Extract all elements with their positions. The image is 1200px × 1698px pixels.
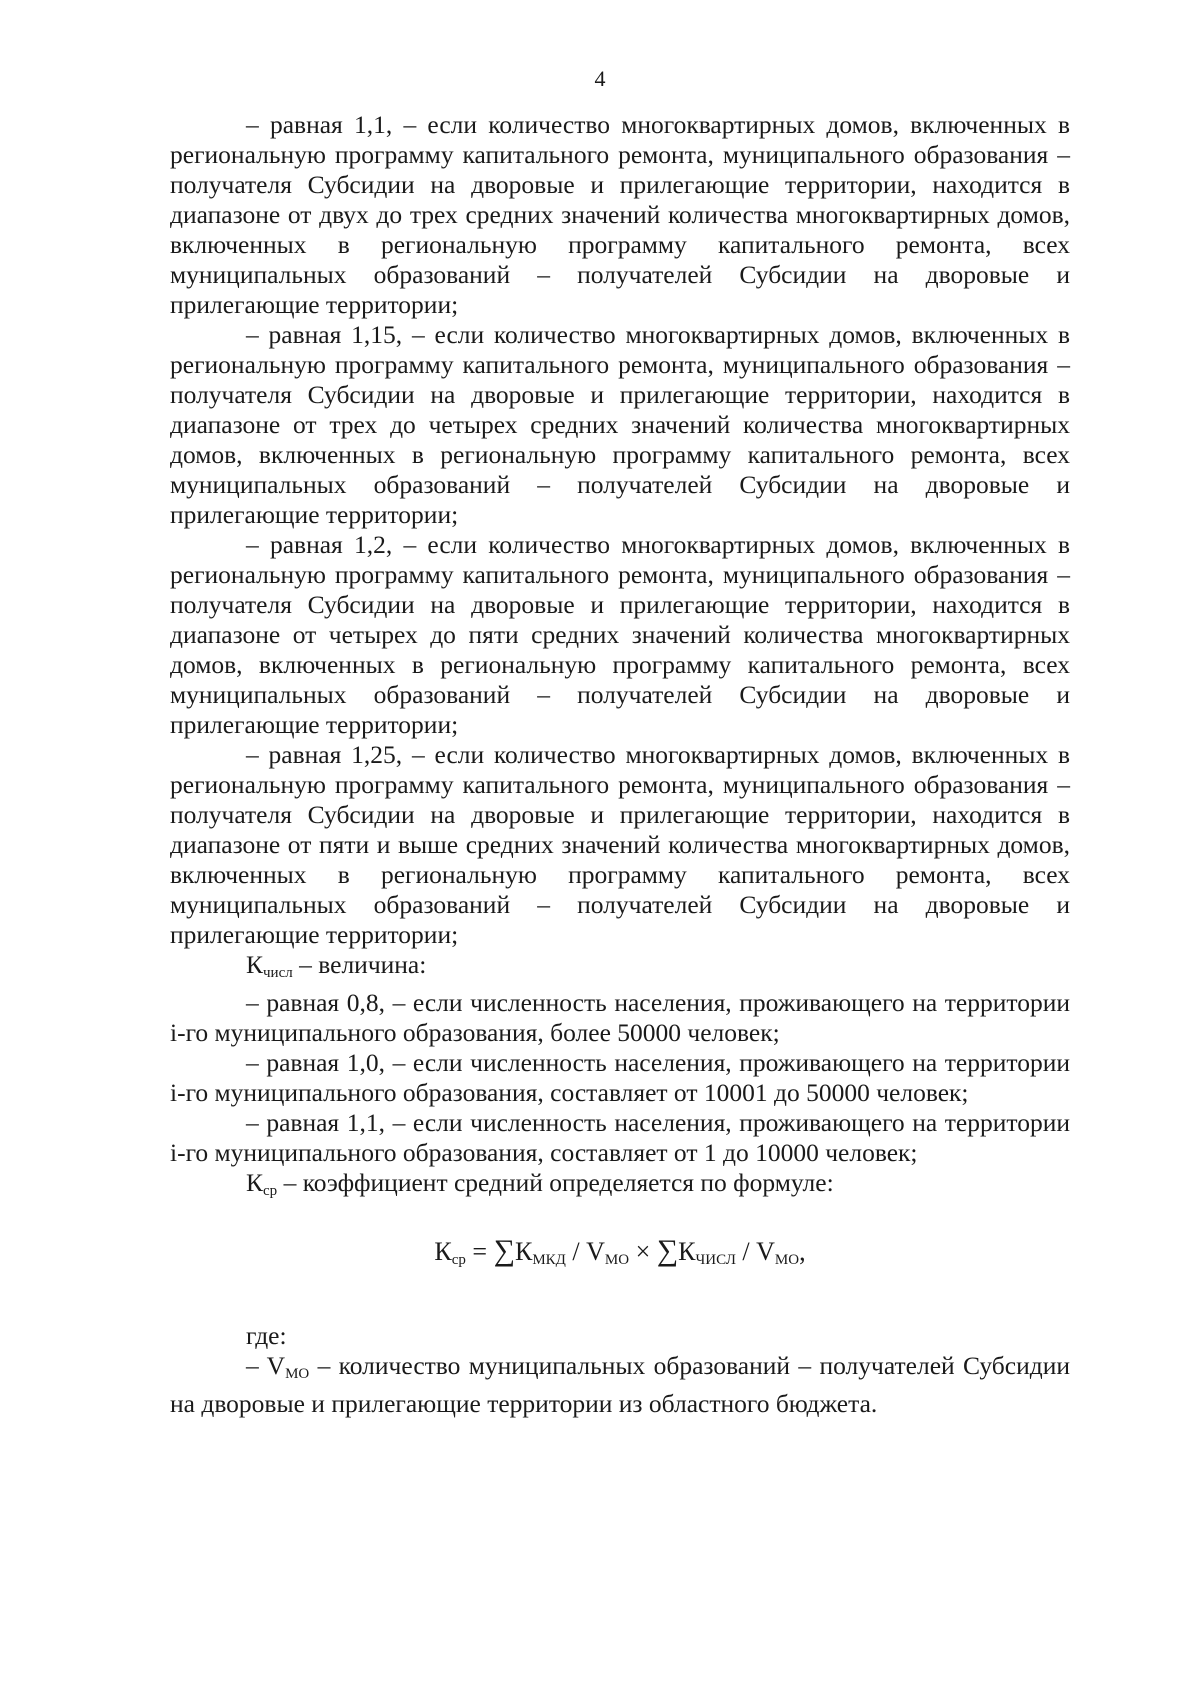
population-item-0-8: – равная 0,8, – если численность населения, проживающего на территории i-го муниципального образования, более 50000 человек; bbox=[170, 988, 1070, 1047]
paragraph-coefficient-1-15: – равная 1,15, – если количество многоквартирных домов, включенных в региональную программу капитального ремонта, муниципального образования – получателя Субсидии на дворовые и прилегающие территории, находится в диапазоне от трех до четырех средних значений количества многоквартирных домов, включенных в региональную программу капитального ремонта, всех муниципальных образований – получателей Субсидии на дворовые и прилегающие территории; bbox=[170, 320, 1070, 529]
formula-k-chisl: К bbox=[678, 1237, 696, 1266]
formula-k-mkd-sub: МКД bbox=[532, 1252, 566, 1268]
sum-symbol-1: ∑ bbox=[493, 1234, 515, 1267]
formula-k-chisl-sub: ЧИСЛ bbox=[695, 1252, 736, 1268]
k-sr-text: – коэффициент средний определяется по формуле: bbox=[277, 1168, 834, 1197]
vmo-subscript: МО bbox=[285, 1366, 310, 1382]
k-chisl-symbol: К bbox=[246, 950, 264, 979]
vmo-text: – количество муниципальных образований – получателей Субсидии на дворовые и прилегающие территории из областного бюджета. bbox=[170, 1351, 1070, 1418]
paragraph-coefficient-1-1: – равная 1,1, – если количество многоквартирных домов, включенных в региональную программу капитального ремонта, муниципального образования – получателя Субсидии на дворовые и прилегающие территории, находится в диапазоне от двух до трех средних значений количества многоквартирных домов, включенных в региональную программу капитального ремонта, всех муниципальных образований – получателей Субсидии на дворовые и прилегающие территории; bbox=[170, 110, 1070, 319]
formula-slash-1: / bbox=[565, 1237, 587, 1266]
paragraph-coefficient-1-25: – равная 1,25, – если количество многоквартирных домов, включенных в региональную программу капитального ремонта, муниципального образования – получателя Субсидии на дворовые и прилегающие территории, находится в диапазоне от пяти и выше средних значений количества многоквартирных домов, включенных в региональную программу капитального ремонта, всех муниципальных образований – получателей Субсидии на дворовые и прилегающие территории; bbox=[170, 740, 1070, 949]
document-body bbox=[170, 110, 1070, 1419]
vmo-dash: – bbox=[246, 1351, 267, 1380]
vmo-definition bbox=[170, 1351, 1070, 1419]
formula-v-1: V bbox=[586, 1237, 605, 1266]
formula-k: К bbox=[434, 1237, 452, 1266]
k-chisl-subscript: числ bbox=[263, 965, 293, 981]
paragraph-coefficient-1-2: – равная 1,2, – если количество многоквартирных домов, включенных в региональную программу капитального ремонта, муниципального образования – получателя Субсидии на дворовые и прилегающие территории, находится в диапазоне от четырех до пяти средних значений количества многоквартирных домов, включенных в региональную программу капитального ремонта, всех муниципальных образований – получателей Субсидии на дворовые и прилегающие территории; bbox=[170, 530, 1070, 739]
population-item-1-1: – равная 1,1, – если численность населения, проживающего на территории i-го муниципального образования, составляет от 1 до 10000 человек; bbox=[170, 1108, 1070, 1167]
formula-times: × bbox=[629, 1237, 657, 1266]
formula-equals: = bbox=[465, 1237, 494, 1266]
formula-tail: , bbox=[799, 1237, 806, 1266]
formula-v-2: V bbox=[756, 1237, 775, 1266]
formula-v-sub-1: МО bbox=[604, 1252, 630, 1268]
formula-v-sub-2: МО bbox=[774, 1252, 800, 1268]
page-number: 4 bbox=[594, 66, 606, 91]
k-chisl-text: – величина: bbox=[292, 950, 427, 979]
k-chisl-definition bbox=[170, 950, 1070, 988]
vmo-symbol: V bbox=[266, 1351, 286, 1380]
formula-k-sub: ср bbox=[451, 1252, 466, 1268]
sum-symbol-2: ∑ bbox=[656, 1234, 679, 1267]
population-item-1-0: – равная 1,0, – если численность населения, проживающего на территории i-го муниципального образования, составляет от 10001 до 50000 человек; bbox=[170, 1048, 1070, 1107]
formula-slash-2: / bbox=[735, 1237, 757, 1266]
k-sr-symbol: К bbox=[246, 1168, 264, 1197]
k-sr-subscript: ср bbox=[263, 1183, 278, 1199]
k-sr-definition bbox=[170, 1168, 1070, 1206]
where-label: где: bbox=[246, 1321, 287, 1350]
formula-k-mkd: К bbox=[514, 1237, 533, 1266]
formula-k-sr bbox=[170, 1234, 1070, 1277]
